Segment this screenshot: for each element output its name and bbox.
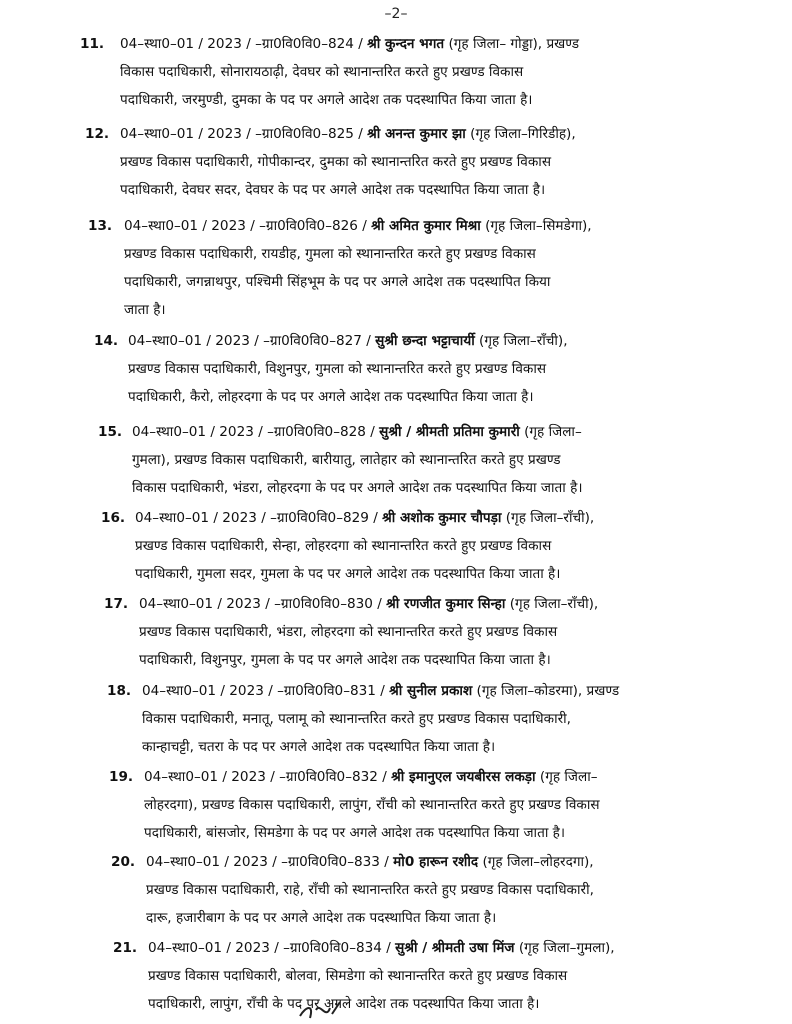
entry-number: 16.: [101, 510, 126, 526]
order-entry: [111, 848, 594, 932]
order-reference: 04–स्था0–01 / 2023 / –ग्रा0वि0वि0–827 /: [128, 333, 371, 349]
officer-name: श्री कुन्दन भगत: [367, 36, 445, 52]
officer-name: सुश्री / श्रीमती प्रतिमा कुमारी: [379, 424, 520, 440]
order-entry: [88, 212, 592, 324]
order-entry: [104, 590, 599, 674]
entry-number: 19.: [109, 769, 134, 785]
entry-text: (गृह जिला–राँची),: [505, 596, 599, 612]
entry-number: 18.: [107, 683, 132, 699]
entry-first-line: [139, 590, 598, 618]
entry-text-line: पदाधिकारी, गुमला सदर, गुमला के पद पर अगले आदेश तक पदस्थापित किया जाता है।: [135, 566, 561, 582]
order-reference: 04–स्था0–01 / 2023 / –ग्रा0वि0वि0–830 /: [139, 596, 382, 612]
order-reference: 04–स्था0–01 / 2023 / –ग्रा0वि0वि0–824 /: [120, 36, 363, 52]
entry-first-line: [135, 504, 594, 532]
entry-first-line: [132, 418, 582, 446]
entry-text-line: दारू, हजारीबाग के पद पर अगले आदेश तक पदस्थापित किया जाता है।: [146, 910, 497, 926]
order-reference: 04–स्था0–01 / 2023 / –ग्रा0वि0वि0–832 /: [144, 769, 387, 785]
order-entry: [113, 934, 615, 1018]
entry-number: 17.: [104, 596, 129, 612]
order-entry: [85, 120, 576, 204]
entry-text: (गृह जिला–कोडरमा), प्रखण्ड: [472, 683, 620, 699]
entry-text-line: प्रखण्ड विकास पदाधिकारी, विशुनपुर, गुमला को स्थानान्तरित करते हुए प्रखण्ड विकास: [128, 361, 547, 377]
entry-text-line: लोहरदगा), प्रखण्ड विकास पदाधिकारी, लापुंग, राँची को स्थानान्तरित करते हुए प्रखण्ड विकास: [144, 797, 600, 813]
entry-number: 15.: [98, 424, 123, 440]
entry-text: (गृह जिला–: [535, 769, 598, 785]
entry-text-line: विकास पदाधिकारी, मनातू, पलामू को स्थानान्तरित करते हुए प्रखण्ड विकास पदाधिकारी,: [142, 711, 572, 727]
order-entry: [94, 327, 568, 411]
officer-name: श्री अमित कुमार मिश्रा: [371, 218, 481, 234]
entry-text: (गृह जिला–गिरिडीह),: [465, 126, 576, 142]
order-entry: [80, 30, 580, 114]
entry-first-line: [120, 120, 576, 148]
entry-text-line: पदाधिकारी, देवघर सदर, देवघर के पद पर अगले आदेश तक पदस्थापित किया जाता है।: [120, 182, 546, 198]
officer-name: मो0 हारून रशीद: [393, 854, 479, 870]
officer-name: श्री अनन्त कुमार झा: [367, 126, 466, 142]
entry-number: 14.: [94, 333, 119, 349]
entry-first-line: [146, 848, 594, 876]
order-reference: 04–स्था0–01 / 2023 / –ग्रा0वि0वि0–831 /: [142, 683, 385, 699]
entry-number: 12.: [85, 126, 110, 142]
page-number: –2–: [384, 6, 408, 22]
entry-text-line: विकास पदाधिकारी, भंडरा, लोहरदगा के पद पर अगले आदेश तक पदस्थापित किया जाता है।: [132, 480, 583, 496]
entry-text: (गृह जिला–राँची),: [474, 333, 568, 349]
officer-name: श्री सुनील प्रकाश: [389, 683, 473, 699]
entry-number: 11.: [80, 36, 105, 52]
order-reference: 04–स्था0–01 / 2023 / –ग्रा0वि0वि0–826 /: [124, 218, 367, 234]
entry-text-line: गुमला), प्रखण्ड विकास पदाधिकारी, बारीयातु, लातेहार को स्थानान्तरित करते हुए प्रखण्ड: [132, 452, 561, 468]
officer-name: श्री अशोक कुमार चौपड़ा: [382, 510, 502, 526]
order-reference: 04–स्था0–01 / 2023 / –ग्रा0वि0वि0–833 /: [146, 854, 389, 870]
order-reference: 04–स्था0–01 / 2023 / –ग्रा0वि0वि0–829 /: [135, 510, 378, 526]
entry-text-line: पदाधिकारी, लापुंग, राँची के पद पर अगले आदेश तक पदस्थापित किया जाता है।: [148, 996, 540, 1012]
signature-mark: [296, 996, 376, 1024]
entry-first-line: [120, 30, 579, 58]
entry-text-line: जाता है।: [124, 302, 166, 318]
entry-text-line: विकास पदाधिकारी, सोनारायठाढ़ी, देवघर को स्थानान्तरित करते हुए प्रखण्ड विकास: [120, 64, 524, 80]
entry-text-line: प्रखण्ड विकास पदाधिकारी, बोलवा, सिमडेगा को स्थानान्तरित करते हुए प्रखण्ड विकास: [148, 968, 568, 984]
entry-text-line: पदाधिकारी, जरमुण्डी, दुमका के पद पर अगले आदेश तक पदस्थापित किया जाता है।: [120, 92, 533, 108]
entry-text-line: कान्हाचट्टी, चतरा के पद पर अगले आदेश तक पदस्थापित किया जाता है।: [142, 739, 496, 755]
entry-text-line: प्रखण्ड विकास पदाधिकारी, गोपीकान्दर, दुमका को स्थानान्तरित करते हुए प्रखण्ड विकास: [120, 154, 552, 170]
entry-text: (गृह जिला–राँची),: [501, 510, 595, 526]
entry-text-line: प्रखण्ड विकास पदाधिकारी, रायडीह, गुमला को स्थानान्तरित करते हुए प्रखण्ड विकास: [124, 246, 536, 262]
entry-text: (गृह जिला–: [519, 424, 582, 440]
entry-text-line: प्रखण्ड विकास पदाधिकारी, भंडरा, लोहरदगा को स्थानान्तरित करते हुए प्रखण्ड विकास: [139, 624, 558, 640]
entry-text-line: प्रखण्ड विकास पदाधिकारी, सेन्हा, लोहरदगा को स्थानान्तरित करते हुए प्रखण्ड विकास: [135, 538, 552, 554]
entry-number: 21.: [113, 940, 138, 956]
entry-first-line: [124, 212, 592, 240]
order-entry: [101, 504, 595, 588]
entry-number: 13.: [88, 218, 113, 234]
order-entry: [109, 763, 600, 847]
entry-text: (गृह जिला– गोड्डा), प्रखण्ड: [444, 36, 580, 52]
entry-first-line: [128, 327, 568, 355]
officer-name: सुश्री / श्रीमती उषा मिंज: [395, 940, 515, 956]
order-reference: 04–स्था0–01 / 2023 / –ग्रा0वि0वि0–834 /: [148, 940, 391, 956]
entry-text-line: पदाधिकारी, विशुनपुर, गुमला के पद पर अगले आदेश तक पदस्थापित किया जाता है।: [139, 652, 551, 668]
entry-text-line: पदाधिकारी, कैरो, लोहरदगा के पद पर अगले आदेश तक पदस्थापित किया जाता है।: [128, 389, 534, 405]
entry-number: 20.: [111, 854, 136, 870]
entry-text-line: प्रखण्ड विकास पदाधिकारी, राहे, राँची को स्थानान्तरित करते हुए प्रखण्ड विकास पदाधिकारी,: [146, 882, 594, 898]
entry-text-line: पदाधिकारी, जगन्नाथपुर, पश्चिमी सिंहभूम के पद पर अगले आदेश तक पदस्थापित किया: [124, 274, 551, 290]
order-entry: [107, 677, 620, 761]
officer-name: श्री रणजीत कुमार सिन्हा: [386, 596, 506, 612]
officer-name: सुश्री छन्दा भट्टाचार्यी: [375, 333, 475, 349]
order-reference: 04–स्था0–01 / 2023 / –ग्रा0वि0वि0–828 /: [132, 424, 375, 440]
entry-text: (गृह जिला–लोहरदगा),: [478, 854, 594, 870]
entry-text-line: पदाधिकारी, बांसजोर, सिमडेगा के पद पर अगले आदेश तक पदस्थापित किया जाता है।: [144, 825, 566, 841]
entry-first-line: [148, 934, 615, 962]
entry-first-line: [142, 677, 619, 705]
officer-name: श्री इमानुएल जयबीरस लकड़ा: [391, 769, 536, 785]
entry-text: (गृह जिला–सिमडेगा),: [480, 218, 592, 234]
entry-text: (गृह जिला–गुमला),: [514, 940, 615, 956]
order-reference: 04–स्था0–01 / 2023 / –ग्रा0वि0वि0–825 /: [120, 126, 363, 142]
entry-first-line: [144, 763, 600, 791]
order-entry: [98, 418, 583, 502]
